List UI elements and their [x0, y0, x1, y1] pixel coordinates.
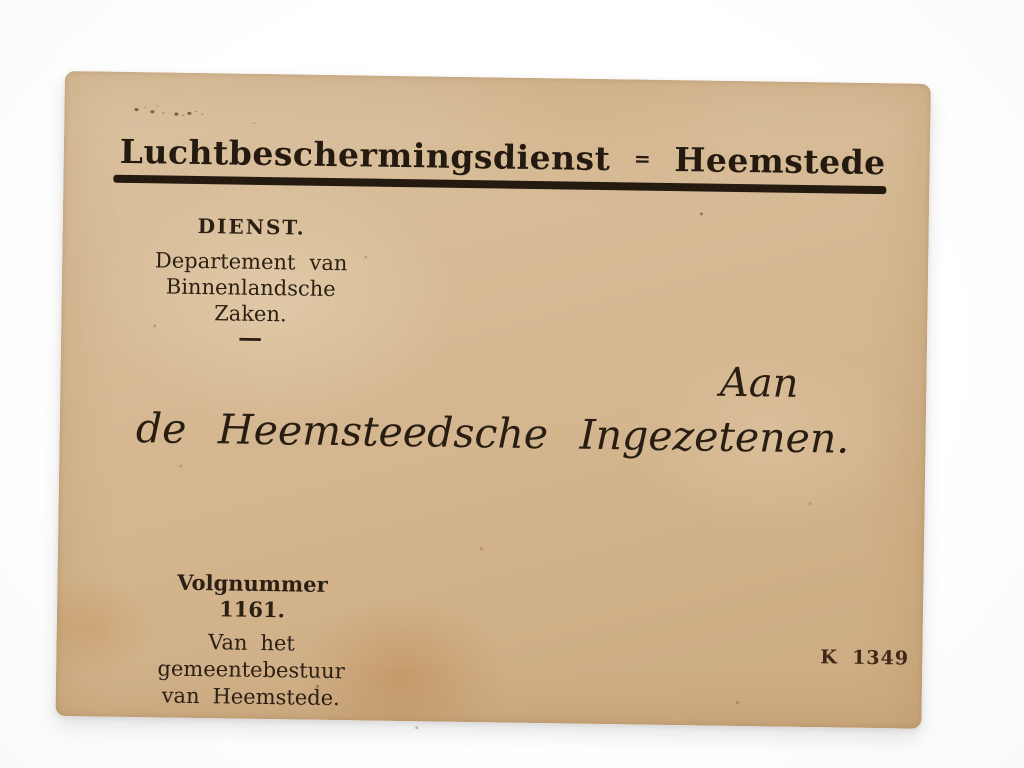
footer-sender-line1: Van het gemeentebestuur: [157, 630, 345, 684]
footer-sender-line2: van Heemstede.: [161, 683, 340, 711]
sender-dienst-line: DIENST.: [197, 213, 306, 240]
header-title-right: Heemstede: [673, 140, 887, 183]
print-code: K 1349: [820, 646, 910, 670]
sender-zaken-line: Binnenlandsche Zaken.: [165, 274, 336, 327]
footer-sequence-number: Volgnummer 1161.: [177, 569, 328, 623]
footer-block: [139, 569, 365, 712]
sender-departement-line: Departement van: [154, 248, 348, 276]
addressee-name: de Heemsteedsche Ingezetenen.: [135, 404, 850, 463]
header-title-left: Luchtbeschermingsdienst: [119, 131, 611, 179]
sender-block: [144, 212, 358, 352]
ink-smudge: [134, 108, 138, 111]
document-card: [55, 71, 930, 729]
header-separator: =: [633, 146, 651, 171]
document-header: [119, 131, 887, 183]
sender-divider-dash: —: [237, 322, 263, 352]
addressee-intro: Aan: [719, 359, 799, 407]
